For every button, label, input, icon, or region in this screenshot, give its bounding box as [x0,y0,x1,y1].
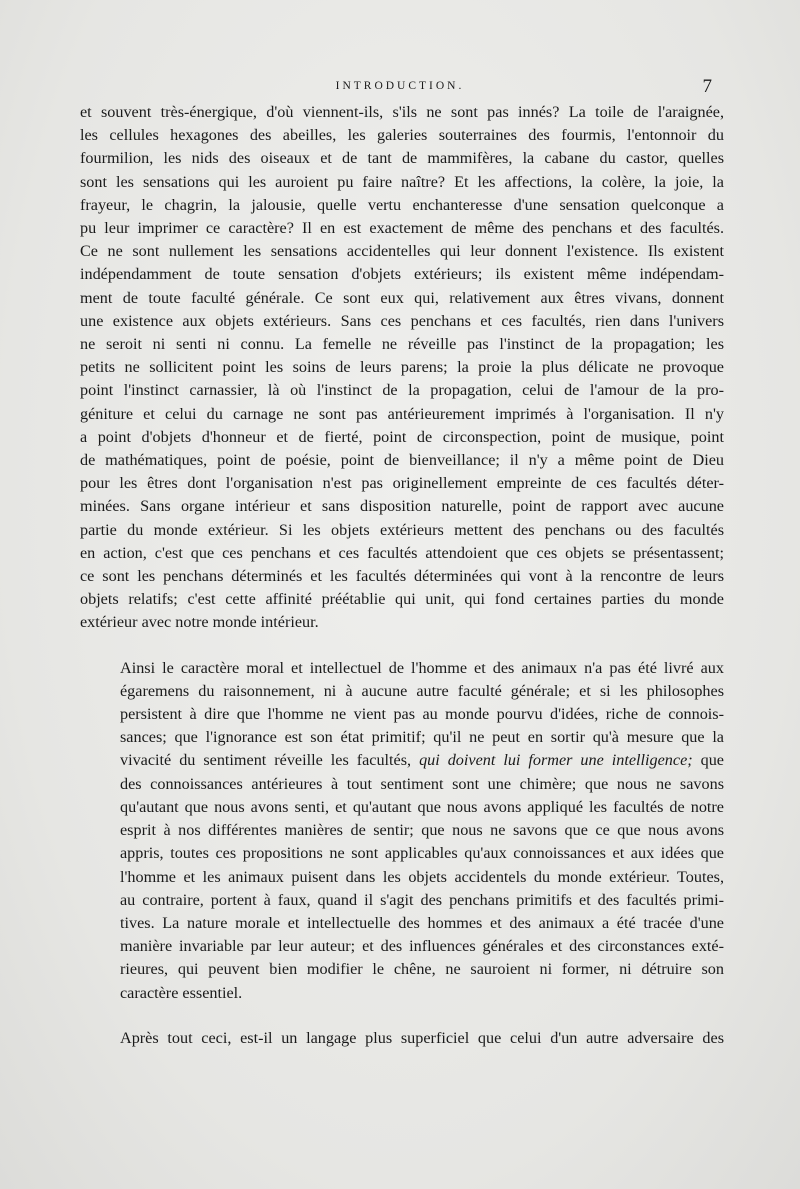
text-line: égaremens du raisonnement, ni à aucune autre faculté générale; et si les philosophes [120,681,724,700]
text-line: a point d'objets d'honneur et de fierté, point de circonspection, point de musique, point [80,427,724,446]
text-line: frayeur, le chagrin, la jalousie, quelle vertu enchanteresse d'une sensation quelconque a [80,195,724,214]
text-line: Ce ne sont nullement les sensations accidentelles qui leur donnent l'existence. Ils existent [80,242,724,261]
text-line: géniture et celui du carnage ne sont pas antérieurement imprimés à l'organisation. Il n'y [80,404,724,423]
text-line: ne seroit ni senti ni connu. La femelle ne réveille pas l'instinct de la propagation; les [80,335,724,354]
text-line: des connoissances antérieures à tout sentiment sont une chimère; que nous ne savons [120,774,724,793]
text-line: appris, toutes ces propositions ne sont applicables qu'aux connoissances et aux idées que [120,844,724,863]
text-line: point l'instinct carnassier, là où l'instinct de la propagation, celui de l'amour de la pro- [80,381,724,400]
body-text [80,101,724,1050]
text-line: qu'autant que nous avons senti, et qu'autant que nous avons appliqué les facultés de notre [120,797,724,816]
text-line: et souvent très-énergique, d'où viennent-ils, s'ils ne sont pas innés? La toile de l'araignée, [80,103,724,121]
text-line: esprit à nos différentes manières de sentir; que nous ne savons que ce que nous avons [120,821,724,840]
text-run: vivacité du sentiment réveille les facultés, [120,751,420,770]
text-line: objets relatifs; c'est cette affinité préétablie qui unit, qui fond certaines parties du monde [80,590,724,609]
text-line: pour les êtres dont l'organisation n'est pas originellement empreinte de ces facultés déter- [80,474,724,493]
text-line: au contraire, portent à faux, quand il s'agit des penchans primitifs et des facultés primi- [120,890,724,909]
text-line: indépendamment de toute sensation d'objets extérieurs; ils existent même indépendam- [80,265,724,284]
text-line: ce sont les penchans déterminés et les facultés déterminées qui vont à la rencontre de leurs [80,567,724,586]
text-line: minées. Sans organe intérieur et sans disposition naturelle, point de rapport avec aucune [80,497,724,516]
text-run: que [692,751,724,770]
text-line: les cellules hexagones des abeilles, les galeries souterraines des fourmis, l'entonnoir du [80,126,724,145]
paragraph-3 [80,1027,724,1050]
text-line: une existence aux objets extérieurs. Sans ces penchans et ces facultés, rien dans l'univers [80,311,724,330]
text-line: extérieur avec notre monde intérieur. [80,613,319,632]
text-line: rieures, qui peuvent bien modifier le chêne, ne sauroient ni former, ni détruire son [120,960,724,979]
text-line: persistent à dire que l'homme ne vient pas au monde pourvu d'idées, riche de connois- [120,705,724,724]
text-line [80,749,724,772]
running-title: INTRODUCTION. [335,80,465,92]
text-line: de mathématiques, point de poésie, point de bienveillance; il n'y a même point de Dieu [80,451,724,470]
text-line: tives. La nature morale et intellectuelle des hommes et des animaux a été tracée d'une [120,913,724,932]
text-line: ment de toute faculté générale. Ce sont eux qui, relativement aux êtres vivans, donnent [80,288,724,307]
italic-quote: qui doivent lui former une intelligence; [419,751,693,770]
text-line: caractère essentiel. [120,983,243,1002]
text-line: partie du monde extérieur. Si les objets extérieurs mettent des penchans ou des facultés [80,520,724,539]
text-line: Après tout ceci, est-il un langage plus superficiel que celui d'un autre adversaire des [120,1028,724,1047]
text-line: sont les sensations qui les auroient pu faire naître? Et les affections, la colère, la joie, la [80,172,724,191]
text-line: sances; que l'ignorance est son état primitif; qu'il ne peut en sortir qu'à mesure que la [120,728,724,747]
text-line: manière invariable par leur auteur; et des influences générales et des circonstances exté- [120,937,724,956]
paragraph-1 [80,101,724,635]
text-line: fourmilion, les nids des oiseaux et de tant de mammifères, la cabane du castor, quelles [80,149,724,168]
text-line: pu leur imprimer ce caractère? Il en est exactement de même des penchans et des facultés. [80,219,724,238]
text-line: Ainsi le caractère moral et intellectuel de l'homme et des animaux n'a pas été livré aux [120,658,724,677]
running-head [80,76,720,100]
text-line: petits ne sollicitent point les soins de leurs parens; la proie la plus délicate ne provoque [80,358,724,377]
text-line: l'homme et les animaux puisent dans les objets accidentels du monde extérieur. Toutes, [120,867,724,886]
page-number: 7 [702,76,712,97]
paragraph-2 [80,657,724,1005]
text-line: en action, c'est que ces penchans et ces facultés attendoient que ces objets se présentassent; [80,543,724,562]
